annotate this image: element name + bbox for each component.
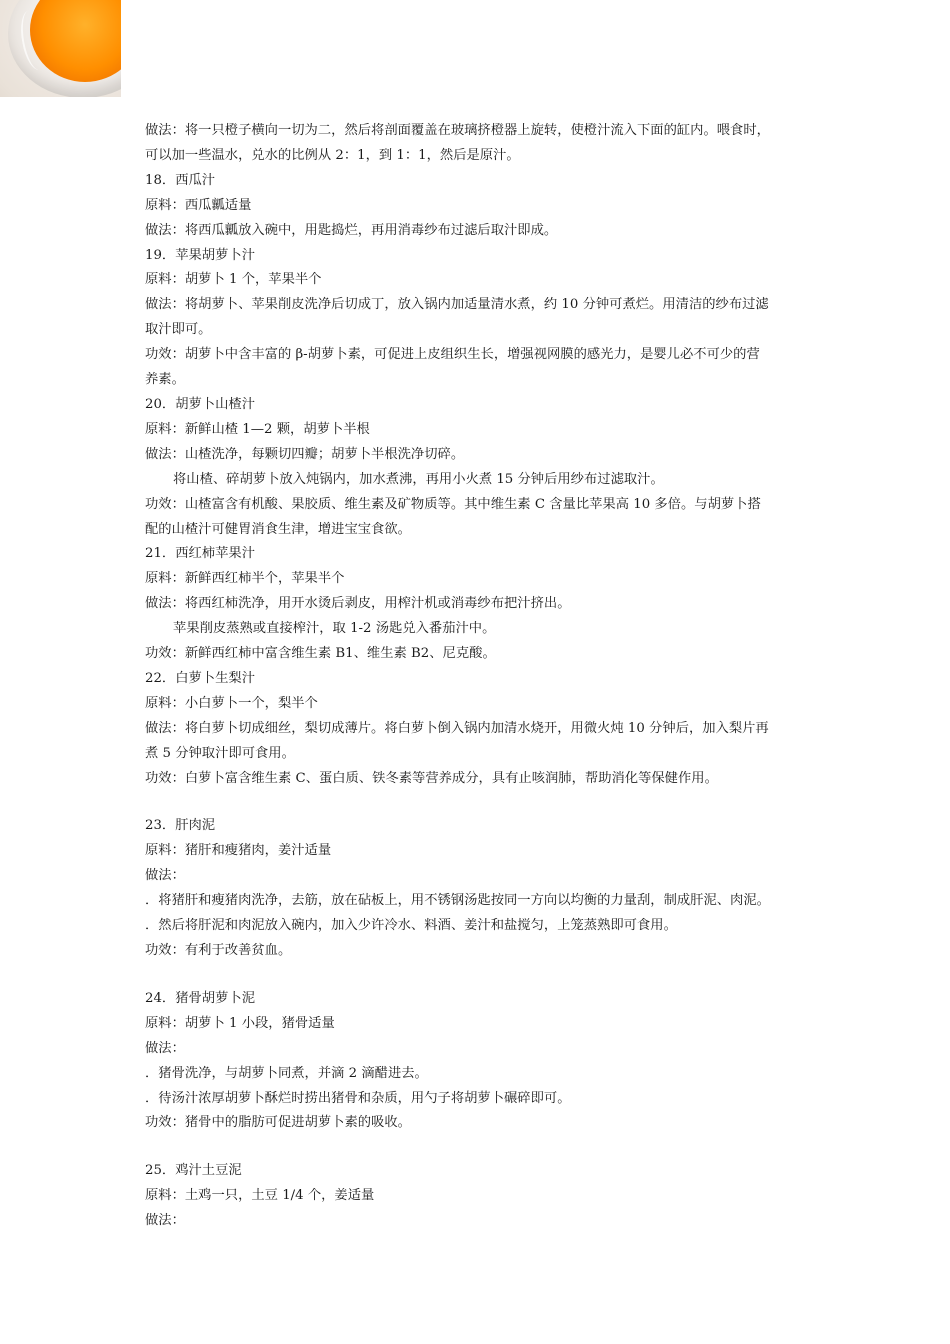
text-line: ．猪骨洗净，与胡萝卜同煮，并滴 2 滴醋进去。 — [145, 1065, 428, 1081]
text-line: 做法：将一只橙子横向一切为二，然后将剖面覆盖在玻璃挤橙器上旋转，使橙汁流入下面的缸内。喂食时， — [145, 123, 770, 138]
text-line: 18．西瓜汁 — [145, 172, 216, 188]
text-line: 做法： — [145, 1040, 185, 1056]
text-line: 做法： — [145, 868, 185, 884]
text-line: 20．胡萝卜山楂汁 — [145, 396, 255, 412]
text-line: 养素。 — [145, 372, 185, 388]
text-line: 原料：猪肝和瘦猪肉，姜汁适量 — [145, 843, 332, 859]
paragraph-gap — [145, 964, 815, 987]
text-line: 24．猪骨胡萝卜泥 — [145, 990, 255, 1006]
text-line: 22．白萝卜生梨汁 — [145, 670, 255, 686]
text-line: 21．西红柿苹果汁 — [145, 546, 255, 562]
paragraph-gap — [145, 791, 815, 814]
text-line: 配的山楂汁可健胃消食生津，增进宝宝食欲。 — [145, 521, 411, 537]
text-line: 功效：胡萝卜中含丰富的 β-胡萝卜素，可促进上皮组织生长，增强视网膜的感光力，是婴儿必不可少的营 — [145, 347, 760, 363]
text-line: ．将猪肝和瘦猪肉洗净，去筋，放在砧板上，用不锈钢汤匙按同一方向以均衡的力量刮，制成肝泥、肉泥。 — [145, 893, 770, 909]
text-line: 25．鸡汁土豆泥 — [145, 1163, 242, 1179]
paragraph-gap — [145, 1136, 815, 1159]
text-line: 功效：白萝卜富含维生素 C、蛋白质、铁冬素等营养成分，具有止咳润肺，帮助消化等保健作用。 — [145, 770, 718, 786]
text-line: 19．苹果胡萝卜汁 — [145, 247, 255, 263]
text-line: ．然后将肝泥和肉泥放入碗内，加入少许冷水、料酒、姜汁和盐搅匀，上笼蒸熟即可食用。 — [145, 918, 677, 934]
recipe-text-body — [145, 119, 815, 1234]
text-line: 可以加一些温水，兑水的比例从 2：1，到 1：1，然后是原汁。 — [145, 147, 520, 163]
text-line: 做法： — [145, 1213, 185, 1229]
text-line: 原料：新鲜山楂 1—2 颗，胡萝卜半根 — [145, 421, 370, 437]
text-line: 做法：将西红柿洗净，用开水烫后剥皮，用榨汁机或消毒纱布把汁挤出。 — [145, 596, 571, 612]
text-line: 煮 5 分钟取汁即可食用。 — [145, 745, 295, 761]
text-line: 功效：猪骨中的脂肪可促进胡萝卜素的吸收。 — [145, 1115, 411, 1131]
text-line: 做法：将胡萝卜、苹果削皮洗净后切成丁，放入锅内加适量清水煮，约 10 分钟可煮烂。用清洁的纱布过滤 — [145, 297, 769, 313]
text-line: 原料：西瓜瓤适量 — [145, 197, 252, 213]
text-line: 做法：山楂洗净，每颗切四瓣；胡萝卜半根洗净切碎。 — [145, 446, 465, 462]
text-line: 23．肝肉泥 — [145, 818, 216, 834]
text-line: 原料：小白萝卜一个，梨半个 — [145, 695, 318, 711]
text-line: 功效：山楂富含有机酸、果胶质、维生素及矿物质等。其中维生素 C 含量比苹果高 10 多倍。与胡萝卜搭 — [145, 496, 761, 512]
text-line: 功效：有利于改善贫血。 — [145, 943, 292, 958]
text-line: ．待汤汁浓厚胡萝卜酥烂时捞出猪骨和杂质，用勺子将胡萝卜碾碎即可。 — [145, 1090, 571, 1106]
text-line: 做法：将西瓜瓤放入碗中，用匙捣烂，再用消毒纱布过滤后取汁即成。 — [145, 222, 558, 238]
text-line: 原料：土鸡一只，土豆 1/4 个，姜适量 — [145, 1188, 375, 1204]
text-line: 取汁即可。 — [145, 322, 212, 338]
text-line: 原料：新鲜西红柿半个，苹果半个 — [145, 571, 345, 587]
text-line: 做法：将白萝卜切成细丝，梨切成薄片。将白萝卜倒入锅内加清水烧开，用微火炖 10 分钟后，加入梨片再 — [145, 720, 769, 736]
text-line: 功效：新鲜西红柿中富含维生素 B1、维生素 B2、尼克酸。 — [145, 646, 496, 662]
text-line: 原料：胡萝卜 1 个，苹果半个 — [145, 272, 322, 288]
text-line: 苹果削皮蒸熟或直接榨汁，取 1-2 汤匙兑入番茄汁中。 — [173, 621, 496, 637]
text-line: 将山楂、碎胡萝卜放入炖锅内，加水煮沸，再用小火煮 15 分钟后用纱布过滤取汁。 — [173, 471, 664, 487]
orange-juice-photo — [0, 0, 121, 97]
text-line: 原料：胡萝卜 1 小段，猪骨适量 — [145, 1015, 335, 1031]
